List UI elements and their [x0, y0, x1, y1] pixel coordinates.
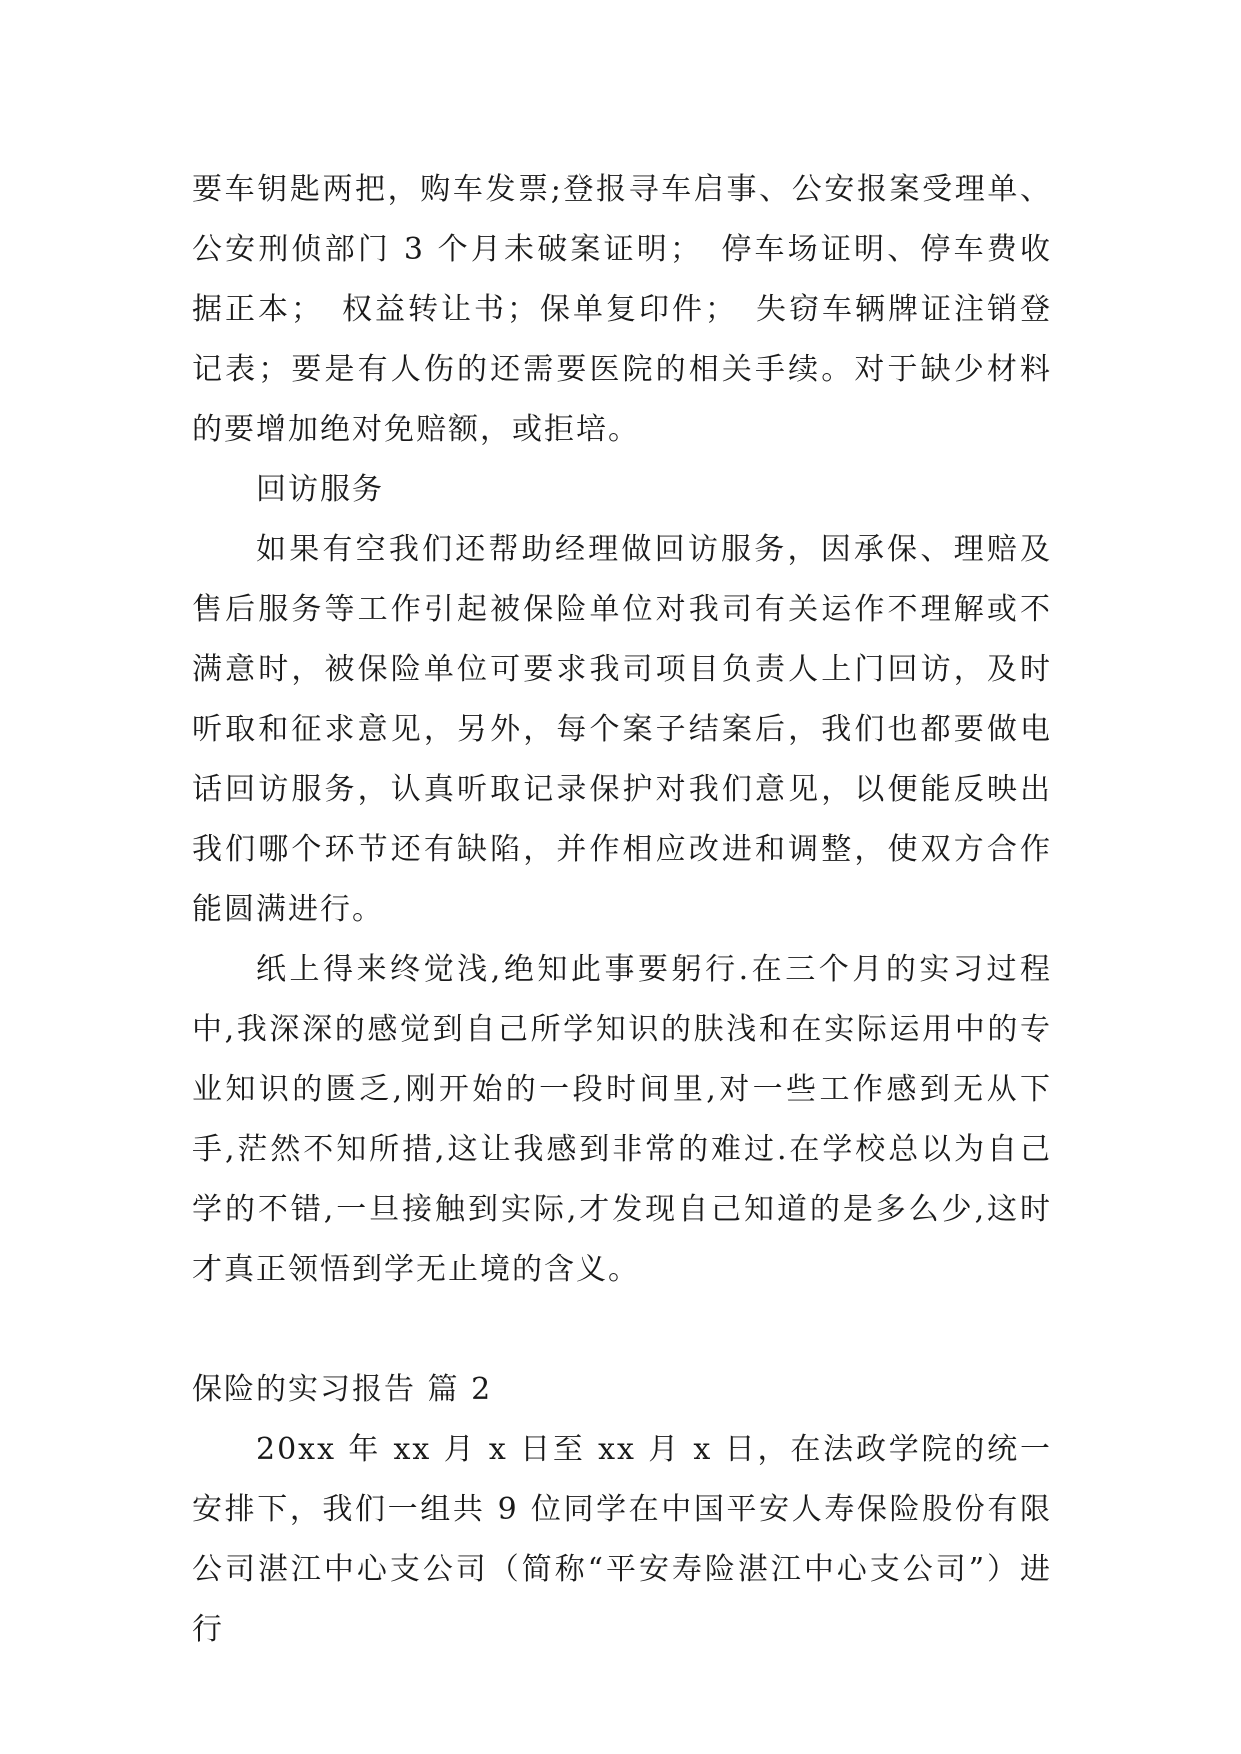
paragraph-section2-intro: 20xx 年 xx 月 x 日至 xx 月 x 日，在法政学院的统一安排下，我们一组共 9 位同学在中国平安人寿保险股份有限公司湛江中心支公司（简称“平安寿险湛江中心支公司”）进行	[192, 1432, 1052, 1647]
paragraph-followup-service: 如果有空我们还帮助经理做回访服务，因承保、理赔及售后服务等工作引起被保险单位对我司有关运作不理解或不满意时，被保险单位可要求我司项目负责人上门回访，及时听取和征求意见，另外，每个案子结案后，我们也都要做电话回访服务，认真听取记录保护对我们意见，以便能反映出我们哪个环节还有缺陷，并作相应改进和调整，使双方合作能圆满进行。	[192, 532, 1052, 927]
paragraph-claims-materials: 要车钥匙两把，购车发票;登报寻车启事、公安报案受理单、公安刑侦部门 3 个月未破案证明； 停车场证明、停车费收据正本； 权益转让书；保单复印件； 失窃车辆牌证注销登记表；要是有人伤的还需要医院的相关手续。对于缺少材料的要增加绝对免赔额，或拒培。	[192, 172, 1052, 447]
document-body	[192, 160, 1052, 1660]
section-gap	[192, 1300, 1052, 1360]
section-title: 保险的实习报告 篇 2	[192, 1372, 493, 1407]
subheading-followup-service: 回访服务	[256, 472, 384, 507]
paragraph-reflection: 纸上得来终觉浅,绝知此事要躬行.在三个月的实习过程中,我深深的感觉到自己所学知识的肤浅和在实际运用中的专业知识的匮乏,刚开始的一段时间里,对一些工作感到无从下手,茫然不知所措,这让我感到非常的难过.在学校总以为自己学的不错,一旦接触到实际,才发现自己知道的是多么少,这时才真正领悟到学无止境的含义。	[192, 952, 1052, 1287]
